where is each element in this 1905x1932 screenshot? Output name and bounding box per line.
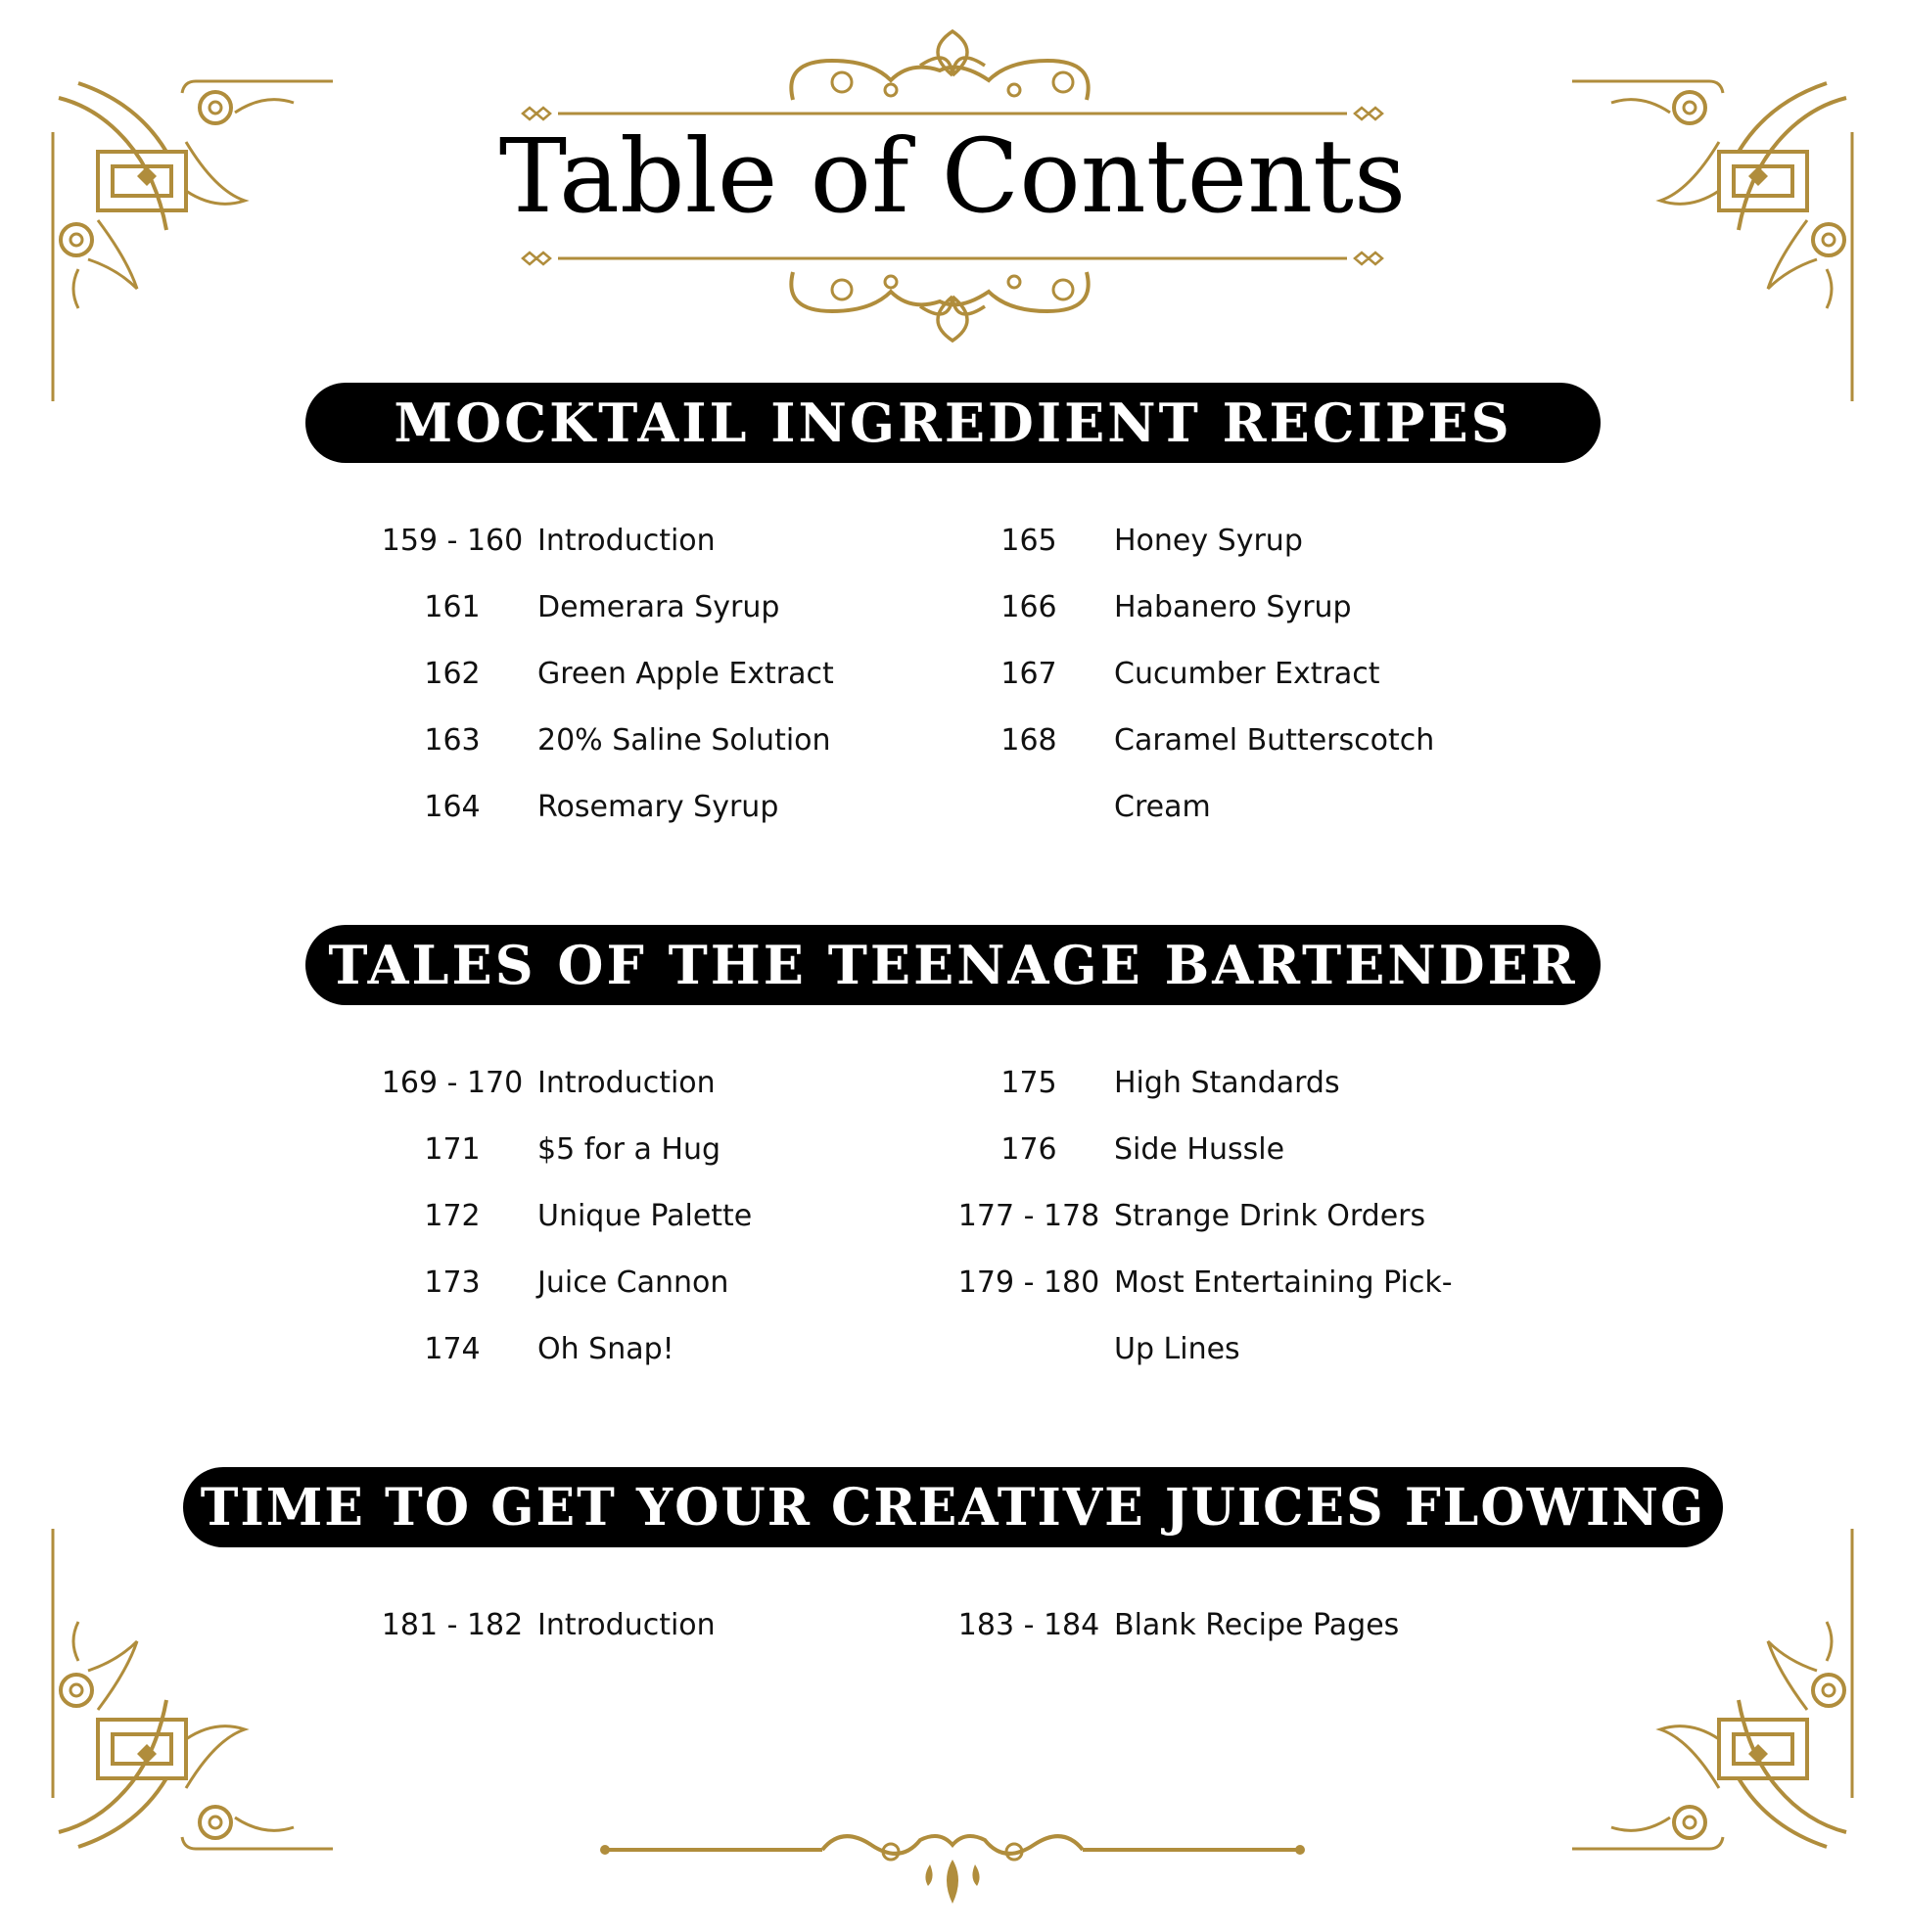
title-flourish-bottom [519,243,1386,350]
entry-title: Blank Recipe Pages [1114,1607,1400,1642]
corner-ornament-bottom-left [39,1529,372,1866]
page-number: 168 [1000,722,1057,758]
page-number: 174 [424,1331,481,1366]
toc-entry [379,640,834,707]
entry-title: Side Hussle [1114,1131,1285,1167]
page-number: 172 [424,1198,481,1233]
toc-entry [379,507,716,574]
section-heading-tales-of-the-teenage-bartender: TALES OF THE TEENAGE BARTENDER [305,925,1601,1005]
entry-title: Introduction [537,523,716,558]
toc-entry [379,773,778,840]
entry-title: Rosemary Syrup [537,789,779,824]
toc-entry [955,507,1303,574]
page-number: 161 [424,589,481,624]
toc-entry [379,1116,720,1182]
section-heading-mocktail-ingredient-recipes: MOCKTAIL INGREDIENT RECIPES [305,383,1601,463]
toc-entry [379,574,779,640]
page-number: 176 [1000,1131,1057,1167]
toc-entry [955,1182,1425,1249]
page-number: 165 [1000,523,1057,558]
page-number: 177 - 178 [957,1198,1100,1233]
title-flourish-top [519,22,1386,129]
page-number: 169 - 170 [381,1065,524,1100]
page-number: 159 - 160 [381,523,524,558]
entry-title: Up Lines [1114,1331,1240,1366]
entry-title: Introduction [537,1607,716,1642]
page-number: 181 - 182 [381,1607,524,1642]
toc-entry [955,1315,1240,1382]
toc-entry [379,707,831,773]
entry-title: High Standards [1114,1065,1340,1100]
section-heading-time-to-get-your-creative-juices-flowing: TIME TO GET YOUR CREATIVE JUICES FLOWING [183,1467,1723,1547]
toc-entry [955,1249,1453,1315]
entry-title: Cream [1114,789,1211,824]
toc-entry [379,1591,716,1658]
toc-entry [955,1591,1399,1658]
toc-entry [379,1315,674,1382]
toc-entry [379,1049,716,1116]
toc-entry [955,640,1380,707]
entry-title: Honey Syrup [1114,523,1303,558]
entry-title: Demerara Syrup [537,589,780,624]
entry-title: Oh Snap! [537,1331,674,1366]
entry-title: Strange Drink Orders [1114,1198,1426,1233]
bottom-flourish [597,1820,1308,1909]
corner-ornament-top-left [39,64,372,401]
page-number: 166 [1000,589,1057,624]
corner-ornament-top-right [1533,64,1866,401]
entry-title: 20% Saline Solution [537,722,831,758]
toc-entry [955,707,1434,773]
toc-entry [955,574,1352,640]
page-number: 164 [424,789,481,824]
entry-title: Unique Palette [537,1198,753,1233]
toc-entry [379,1182,752,1249]
page-number: 171 [424,1131,481,1167]
toc-entry [955,1116,1284,1182]
entry-title: Introduction [537,1065,716,1100]
toc-entry [955,1049,1340,1116]
entry-title: Most Entertaining Pick- [1114,1265,1453,1300]
entry-title: Habanero Syrup [1114,589,1352,624]
corner-ornament-bottom-right [1533,1529,1866,1866]
page-number: 179 - 180 [957,1265,1100,1300]
page-number: 162 [424,656,481,691]
toc-entry [955,773,1211,840]
page-title: Table of Contents [498,116,1407,236]
entry-title: Juice Cannon [537,1265,729,1300]
entry-title: Green Apple Extract [537,656,834,691]
page-number: 167 [1000,656,1057,691]
page-number: 173 [424,1265,481,1300]
page-number: 163 [424,722,481,758]
entry-title: Cucumber Extract [1114,656,1380,691]
page-number: 175 [1000,1065,1057,1100]
page-number: 183 - 184 [957,1607,1100,1642]
toc-entry [379,1249,728,1315]
entry-title: Caramel Butterscotch [1114,722,1435,758]
entry-title: $5 for a Hug [537,1131,721,1167]
